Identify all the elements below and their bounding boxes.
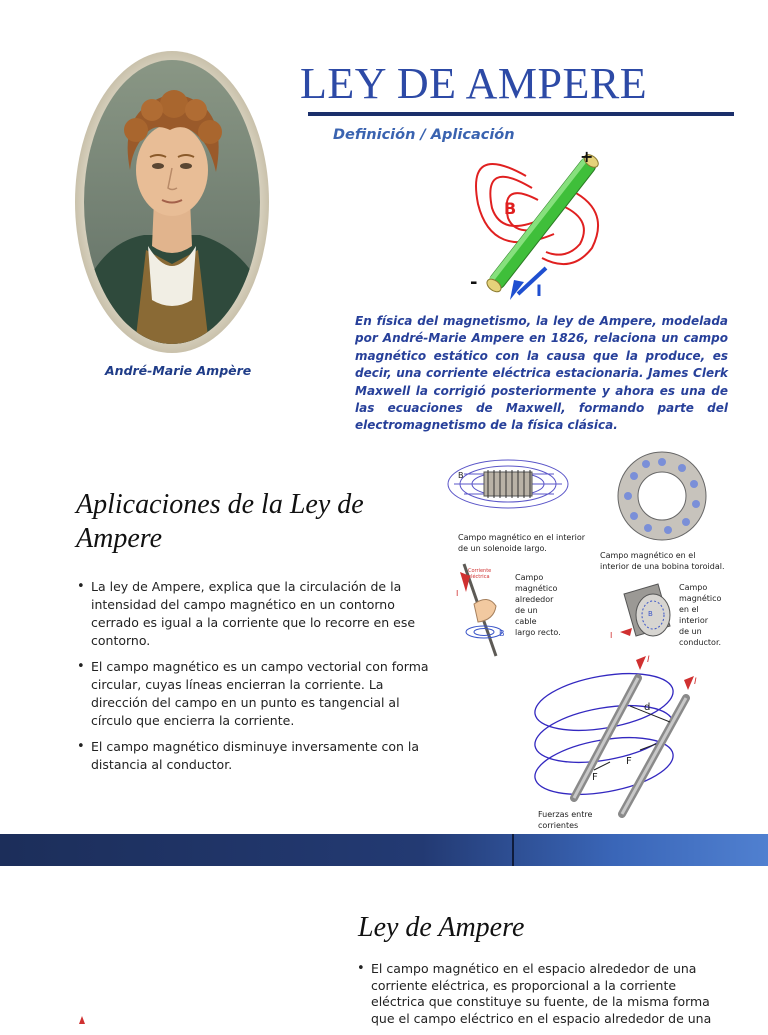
wire-current-label: I xyxy=(536,281,542,300)
portrait-caption: André-Marie Ampère xyxy=(105,363,252,378)
wire-minus-label: - xyxy=(470,272,478,293)
wire-field-label: B xyxy=(504,199,517,218)
applications-figures xyxy=(444,444,768,836)
band-separator xyxy=(512,834,514,866)
conductor-caption-line: interior xyxy=(679,616,709,625)
conductor-field-label: B xyxy=(648,610,653,618)
force-label: F xyxy=(592,772,598,783)
conductor-current-label: I xyxy=(610,631,613,640)
conductor-figure xyxy=(610,583,722,647)
section-divider-band xyxy=(0,834,768,866)
conductor-caption-line: en el xyxy=(679,605,699,614)
page-title: LEY DE AMPERE xyxy=(300,59,648,108)
title-underline xyxy=(308,112,734,116)
wire-caption-line: alrededor xyxy=(515,595,554,604)
conductor-caption-line: Campo xyxy=(679,583,708,592)
list-item: • La ley de Ampere, explica que la circulación de la intensidad del campo magnético en un contorno cerrado es igual a la corriente que lo recorre en ese contorno. xyxy=(76,578,436,650)
applications-heading: Aplicaciones de la Ley de Ampere xyxy=(76,489,364,554)
distance-label: d xyxy=(644,702,651,713)
forces-caption-line: Fuerzas entre xyxy=(538,810,593,819)
wire-caption-line: de un xyxy=(515,606,538,615)
toroid-caption-line: Campo magnético en el xyxy=(600,551,696,560)
conductor-caption-line: de un xyxy=(679,627,702,636)
applications-list xyxy=(76,578,436,782)
list-item: • El campo magnético en el espacio alrededor de una corriente eléctrica, es proporcional a la corriente eléctrica que constituye su fuente, de la misma forma que el campo eléctrico en el espacio alrededor de una xyxy=(356,961,720,1027)
wire-caption-line: largo recto. xyxy=(515,628,561,637)
wire-tag-line: eléctrica xyxy=(468,574,490,580)
wire-field-diagram xyxy=(462,148,622,300)
straight-wire-figure xyxy=(456,564,561,656)
definition-paragraph: En física del magnetismo, la ley de Ampere, modelada por André-Marie Ampere en 1826, relaciona un campo magnético estático con la causa que la produce, es decir, una corriente eléctrica estacionaria. James Clerk Maxwell la corrigió posteriormente y ahora es una de las ecuaciones de Maxwell, formando parte del electromagnetismo de la física clásica. xyxy=(355,314,728,433)
forces-figure xyxy=(531,655,697,830)
solenoid-figure xyxy=(448,460,586,553)
page-subtitle: Definición / Aplicación xyxy=(333,127,515,143)
ley-heading: Ley de Ampere xyxy=(358,912,525,943)
wire-plus-label: + xyxy=(580,148,594,166)
wire-tag-line: Corriente xyxy=(468,568,492,574)
solenoid-field-label: B xyxy=(458,471,464,480)
wire-caption-line: magnético xyxy=(515,584,558,593)
list-item: • El campo magnético es un campo vectorial con forma circular, cuyas líneas encierran la corriente. La dirección del campo en un punto es tangencial al círculo que encierra la corriente. xyxy=(76,658,436,730)
straight-wire-current-label: I xyxy=(456,589,459,598)
list-item: • El campo magnético disminuye inversamente con la distancia al conductor. xyxy=(76,738,436,774)
solenoid-caption-line: Campo magnético en el interior xyxy=(458,533,586,542)
forces-current-label: I xyxy=(694,677,697,687)
conductor-caption-line: magnético xyxy=(679,594,722,603)
conductor-caption-line: conductor. xyxy=(679,638,722,647)
wire-caption-line: Campo xyxy=(515,573,544,582)
straight-wire-field-label: B xyxy=(499,629,505,638)
force-label: F xyxy=(626,756,632,767)
toroid-figure xyxy=(600,452,725,571)
ampere-portrait xyxy=(74,50,270,354)
forces-caption-line: corrientes xyxy=(538,821,579,830)
toroid-caption-line: interior de una bobina toroidal. xyxy=(600,562,725,571)
wire-caption-line: cable xyxy=(515,617,537,626)
forces-current-label: I xyxy=(647,655,650,665)
red-mark-icon xyxy=(78,1016,86,1024)
solenoid-caption-line: de un solenoide largo. xyxy=(458,544,547,553)
